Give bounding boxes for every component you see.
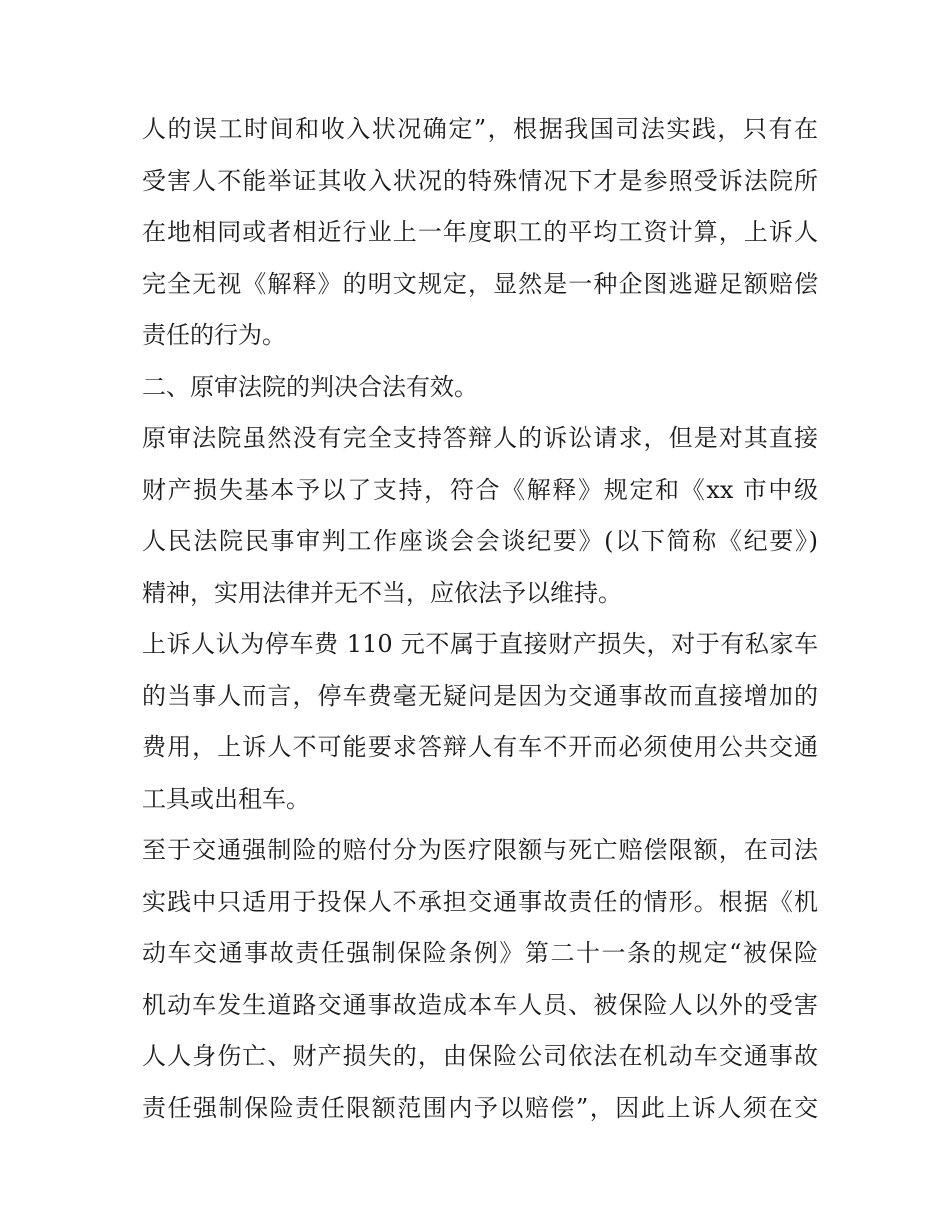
text-line: 上诉人认为停车费 110 元不属于直接财产损失，对于有私家车: [142, 630, 818, 658]
text-line: 实践中只适用于投保人不承担交通事故责任的情形。根据《机: [142, 887, 818, 916]
section-heading: 二、原审法院的判决合法有效。: [142, 372, 478, 401]
text-line: 责任强制保险责任限额范围内予以赔偿”，因此上诉人须在交: [142, 1093, 818, 1122]
text-line: 受害人不能举证其收入状况的特殊情况下才是参照受诉法院所: [142, 166, 818, 195]
text-line: 工具或出租车。: [142, 784, 310, 813]
text-line: 在地相同或者相近行业上一年度职工的平均工资计算，上诉人: [142, 218, 818, 246]
text-line: 完全无视《解释》的明文规定，显然是一种企图逃避足额赔偿: [142, 269, 818, 298]
text-line: 财产损失基本予以了支持，符合《解释》规定和《xx 市中级: [142, 475, 818, 504]
text-line: 的当事人而言，停车费毫无疑问是因为交通事故而直接增加的: [142, 681, 818, 710]
text-line: 原审法院虽然没有完全支持答辩人的诉讼请求，但是对其直接: [142, 424, 818, 452]
text-line: 责任的行为。: [142, 321, 286, 349]
text-line: 人的误工时间和收入状况确定”，根据我国司法实践，只有在: [142, 115, 818, 143]
text-line: 精神，实用法律并无不当，应依法予以维持。: [142, 578, 622, 607]
text-line: 动车交通事故责任强制保险条例》第二十一条的规定“被保险: [142, 939, 818, 967]
text-line: 人人身伤亡、财产损失的，由保险公司依法在机动车交通事故: [142, 1042, 818, 1070]
text-line: 费用，上诉人不可能要求答辩人有车不开而必须使用公共交通: [142, 733, 818, 761]
text-line: 人民法院民事审判工作座谈会会谈纪要》(以下简称《纪要》): [142, 527, 818, 555]
text-line: 机动车发生道路交通事故造成本车人员、被保险人以外的受害: [142, 990, 818, 1019]
document-body: [142, 104, 818, 1134]
text-line: 至于交通强制险的赔付分为医疗限额与死亡赔偿限额，在司法: [142, 836, 818, 864]
